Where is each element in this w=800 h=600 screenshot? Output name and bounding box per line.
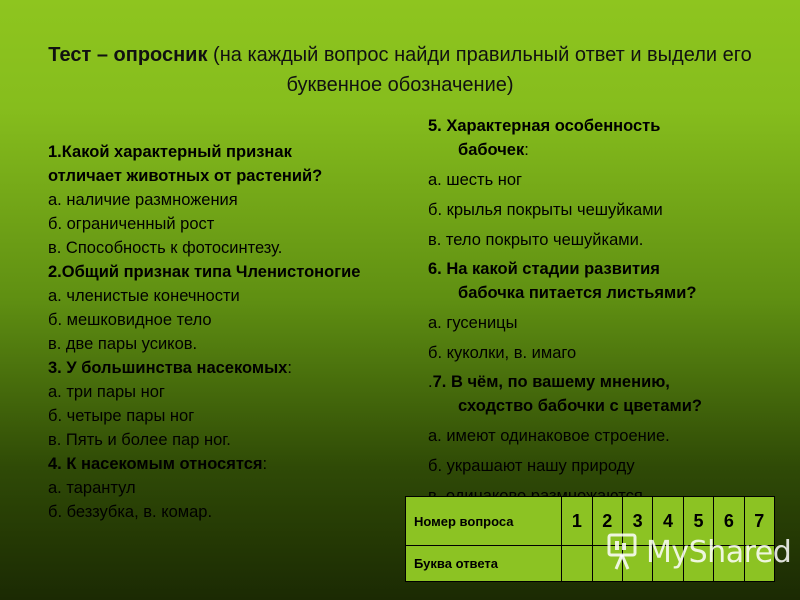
answer-option: а. три пары ног — [48, 383, 165, 401]
answer-option: б. беззубка, в. комар. — [48, 503, 213, 521]
answer-option: б. ограниченный рост — [48, 215, 215, 233]
question-punct: : — [262, 455, 268, 473]
left-line — [48, 356, 428, 380]
title-bold: Тест – опросник — [48, 44, 208, 66]
page-title — [40, 40, 760, 100]
q5-line2-tail: : — [524, 141, 529, 159]
q7-lead: . — [428, 373, 433, 391]
left-line — [48, 140, 428, 164]
question-5 — [428, 114, 800, 162]
question-7 — [428, 370, 800, 418]
question-text: отличает животных от растений? — [48, 167, 323, 185]
question-number-cell: 6 — [714, 497, 744, 546]
title-rest: (на каждый вопрос найди правильный ответ и выдели его буквенное обозначение) — [207, 44, 752, 96]
question-number-cell: 5 — [683, 497, 713, 546]
q5-answer-c: в. тело покрыто чешуйками. — [428, 231, 644, 249]
left-line — [48, 404, 428, 428]
left-line — [48, 188, 428, 212]
q5-line1: 5. Характерная особенность — [428, 117, 661, 135]
left-line — [48, 212, 428, 236]
question-number-cell: 2 — [592, 497, 622, 546]
answer-option: а. наличие размножения — [48, 191, 238, 209]
q5-answer-a: а. шесть ног — [428, 171, 523, 189]
left-line — [48, 236, 428, 260]
left-line — [48, 428, 428, 452]
answer-option: в. две пары усиков. — [48, 335, 198, 353]
watermark-text: MyShared — [646, 534, 792, 570]
q6-line1: 6. На какой стадии развития — [428, 260, 660, 278]
question-6 — [428, 257, 800, 305]
answer-option: б. мешковидное тело — [48, 311, 212, 329]
left-line — [48, 308, 428, 332]
question-text: 4. К насекомым относятся — [48, 455, 263, 473]
question-text: 2.Общий признак типа Членистоногие — [48, 263, 361, 281]
watermark-logo — [606, 530, 791, 574]
q6-answer-a: а. гусеницы — [428, 314, 518, 332]
presentation-screen-icon — [606, 532, 642, 572]
q7-answer-b: б. украшают нашу природу — [428, 457, 635, 475]
q7-answer-a: а. имеют одинаковое строение. — [428, 427, 670, 445]
row-label-question-number: Номер вопроса — [406, 497, 562, 546]
left-line — [48, 452, 428, 476]
question-punct: : — [287, 359, 292, 377]
left-line — [48, 332, 428, 356]
answer-cell[interactable] — [562, 546, 592, 582]
question-number-cell: 3 — [622, 497, 652, 546]
question-number-cell: 4 — [653, 497, 683, 546]
q6-line2: бабочка питается листьями? — [458, 284, 697, 302]
left-line — [48, 164, 428, 188]
q5-answer-b: б. крылья покрыты чешуйками — [428, 201, 663, 219]
left-column — [48, 140, 428, 524]
question-number-cell: 7 — [744, 497, 774, 546]
q7-line1: 7. В чём, по вашему мнению, — [432, 373, 670, 391]
left-line — [48, 476, 428, 500]
question-text: 1.Какой характерный признак — [48, 143, 292, 161]
question-text: 3. У большинства насекомых — [48, 359, 288, 377]
answer-option: б. четыре пары ног — [48, 407, 195, 425]
q5-line2: бабочек — [458, 141, 525, 159]
right-column — [428, 112, 800, 513]
answer-option: а. членистые конечности — [48, 287, 240, 305]
left-line — [48, 380, 428, 404]
answer-option: в. Пять и более пар ног. — [48, 431, 231, 449]
left-line — [48, 260, 428, 284]
left-line — [48, 284, 428, 308]
question-number-cell: 1 — [562, 497, 592, 546]
answer-option: а. тарантул — [48, 479, 136, 497]
q6-answer-b: б. куколки, в. имаго — [428, 344, 577, 362]
row-label-answer-letter: Буква ответа — [406, 546, 562, 582]
left-line — [48, 500, 428, 524]
q7-line2: сходство бабочки с цветами? — [458, 397, 702, 415]
answer-option: в. Способность к фотосинтезу. — [48, 239, 283, 257]
